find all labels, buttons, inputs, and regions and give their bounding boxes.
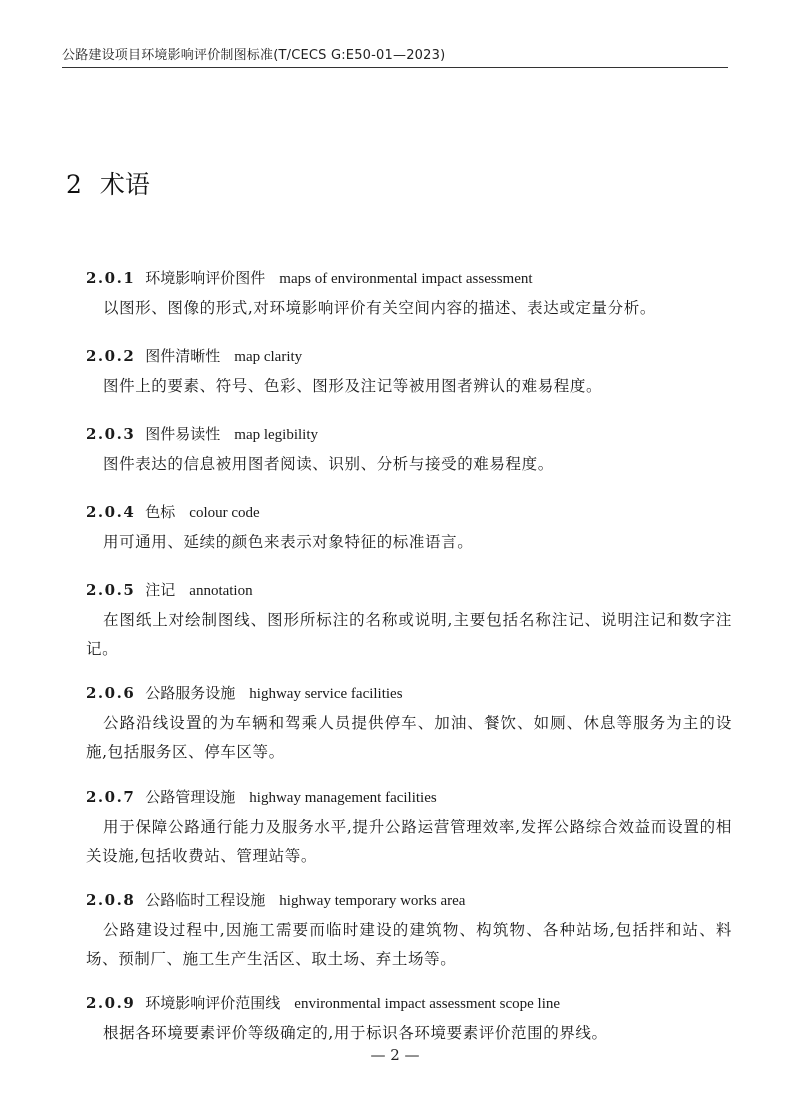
term-definition: 图件表达的信息被用图者阅读、识别、分析与接受的难易程度。 [103, 455, 554, 473]
term-number: 2.0.9 [86, 994, 136, 1012]
term-number: 2.0.1 [86, 269, 136, 287]
term-number: 2.0.5 [86, 581, 136, 599]
term-number: 2.0.6 [86, 684, 136, 702]
term-entry [86, 890, 732, 974]
term-entry [86, 268, 732, 323]
term-en: annotation [189, 583, 253, 599]
term-zh: 公路临时工程设施 [145, 891, 266, 909]
term-entry [86, 580, 732, 664]
term-definition: 以图形、图像的形式,对环境影响评价有关空间内容的描述、表达或定量分析。 [103, 299, 656, 317]
term-definition: 图件上的要素、符号、色彩、图形及注记等被用图者辨认的难易程度。 [103, 377, 603, 395]
chapter-number: 2 [66, 170, 82, 199]
term-zh: 环境影响评价范围线 [145, 994, 281, 1012]
term-zh: 图件易读性 [145, 425, 221, 443]
term-definition: 公路建设过程中,因施工需要而临时建设的建筑物、构筑物、各种站场,包括拌和站、料场、预制厂、施工生产生活区、取土场、弃土场等。 [86, 921, 732, 968]
term-number: 2.0.3 [86, 425, 136, 443]
term-zh: 注记 [145, 581, 176, 599]
chapter-heading [66, 165, 150, 201]
term-entry [86, 502, 732, 557]
running-header: 公路建设项目环境影响评价制图标准(T/CECS G:E50-01—2023) [62, 48, 446, 63]
term-en: highway service facilities [249, 686, 403, 702]
term-definition: 在图纸上对绘制图线、图形所标注的名称或说明,主要包括名称注记、说明注记和数字注记。 [86, 611, 732, 658]
term-number: 2.0.4 [86, 503, 136, 521]
term-definition: 根据各环境要素评价等级确定的,用于标识各环境要素评价范围的界线。 [103, 1024, 608, 1042]
term-zh: 色标 [145, 503, 176, 521]
term-entry [86, 993, 732, 1048]
term-en: highway temporary works area [279, 893, 466, 909]
term-number: 2.0.2 [86, 347, 136, 365]
term-entry [86, 346, 732, 401]
page-number: — 2 — [370, 1046, 420, 1064]
term-en: highway management facilities [249, 790, 437, 806]
header-rule [62, 67, 728, 68]
term-en: environmental impact assessment scope line [294, 996, 561, 1012]
term-number: 2.0.7 [86, 788, 136, 806]
term-entry [86, 787, 732, 871]
term-definition: 用可通用、延续的颜色来表示对象特征的标准语言。 [103, 533, 474, 551]
term-en: map clarity [234, 349, 303, 365]
term-en: maps of environmental impact assessment [279, 271, 533, 287]
term-zh: 公路服务设施 [145, 684, 236, 702]
term-zh: 公路管理设施 [145, 788, 236, 806]
term-zh: 图件清晰性 [145, 347, 221, 365]
term-en: map legibility [234, 427, 319, 443]
term-definition: 用于保障公路通行能力及服务水平,提升公路运营管理效率,发挥公路综合效益而设置的相关设施,包括收费站、管理站等。 [86, 818, 732, 865]
term-entry [86, 683, 732, 767]
term-definition: 公路沿线设置的为车辆和驾乘人员提供停车、加油、餐饮、如厕、休息等服务为主的设施,包括服务区、停车区等。 [86, 714, 732, 761]
term-zh: 环境影响评价图件 [145, 269, 266, 287]
term-en: colour code [189, 505, 260, 521]
chapter-title: 术语 [99, 170, 150, 199]
term-number: 2.0.8 [86, 891, 136, 909]
term-entry [86, 424, 732, 479]
